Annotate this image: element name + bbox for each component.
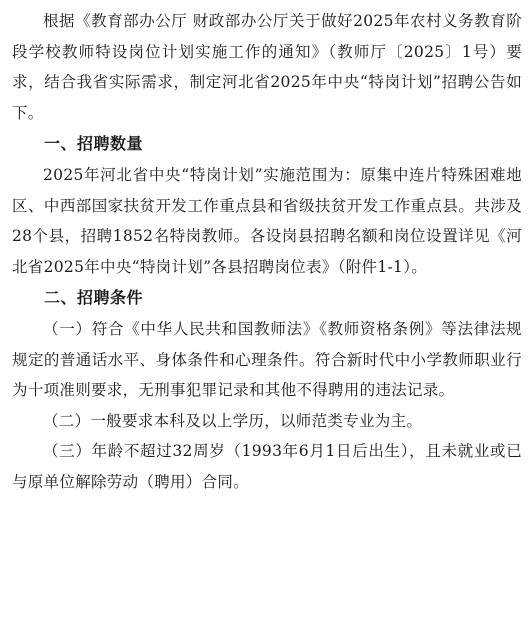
condition-item-1: （一）符合《中华人民共和国教师法》《教师资格条例》等法律法规规定的普通话水平、身体条件和心理条件。符合新时代中小学教师职业行为十项准则要求，无刑事犯罪记录和其他不得聘用的违法记录。 <box>12 320 522 399</box>
document-page <box>12 6 522 497</box>
recruitment-quantity-paragraph: 2025年河北省中央“特岗计划”实施范围为：原集中连片特殊困难地区、中西部国家扶贫开发工作重点县和省级扶贫开发工作重点县。共涉及28个县，招聘1852名特岗教师。各设岗县招聘名额和岗位设置详见《河北省2025年中央“特岗计划”各县招聘岗位表》（附件1-1）。 <box>12 166 522 276</box>
intro-paragraph: 根据《教育部办公厅 财政部办公厅关于做好2025年农村义务教育阶段学校教师特设岗位计划实施工作的通知》（教师厅〔2025〕1号）要求，结合我省实际需求，制定河北省2025年中央“特岗计划”招聘公告如下。 <box>12 12 522 122</box>
section-heading-recruitment-conditions: 二、招聘条件 <box>44 288 144 307</box>
condition-item-2: （二）一般要求本科及以上学历，以师范类专业为主。 <box>43 411 423 430</box>
condition-item-3: （三）年龄不超过32周岁（1993年6月1日后出生），且未就业或已与原单位解除劳动（聘用）合同。 <box>12 442 522 491</box>
section-heading-recruitment-quantity: 一、招聘数量 <box>44 134 144 153</box>
